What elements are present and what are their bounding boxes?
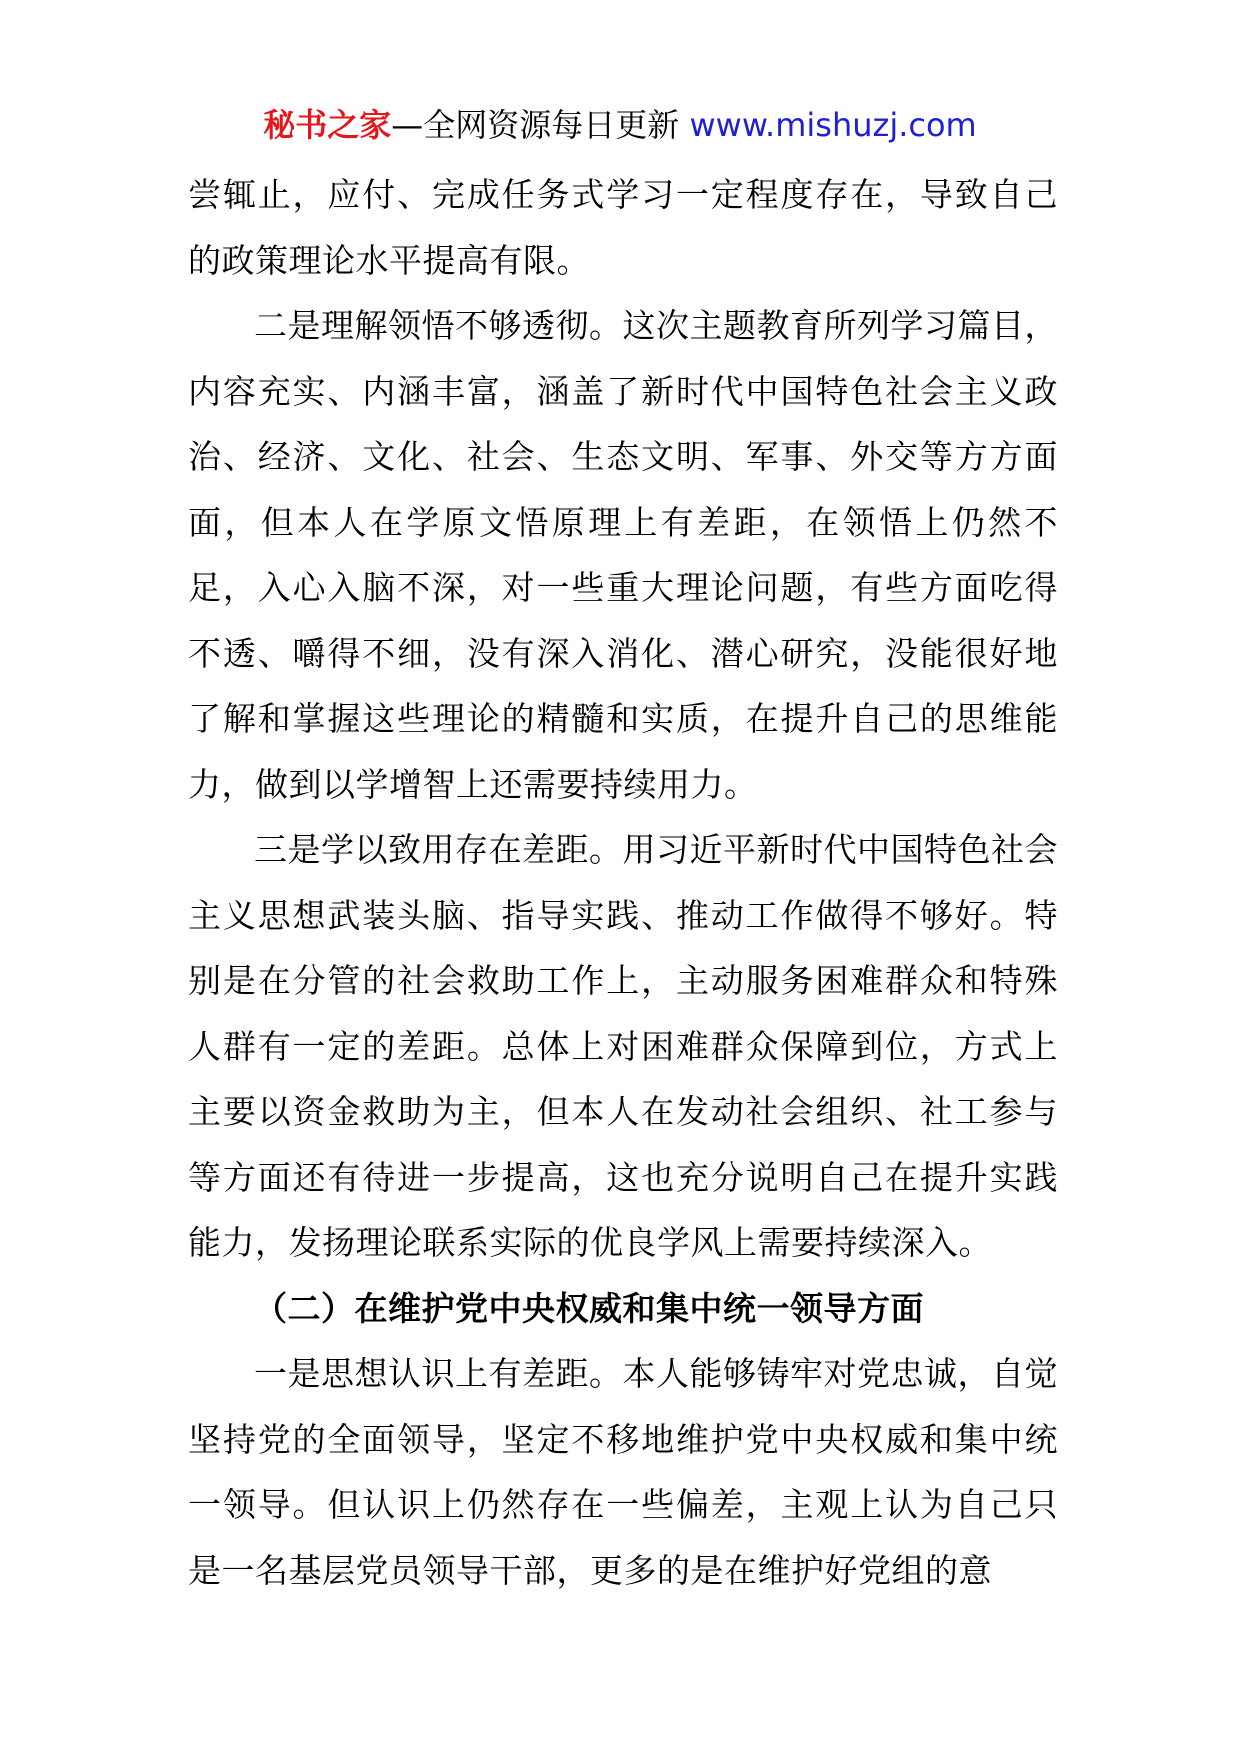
brand-name: 秘书之家	[263, 106, 392, 144]
section-heading: （二）在维护党中央权威和集中统一领导方面	[254, 1288, 924, 1328]
document-body	[188, 162, 1058, 1603]
paragraph-awareness: 一是思想认识上有差距。本人能够铸牢对党忠诚，自觉坚持党的全面领导，坚定不移地维护党中央权威和集中统一领导。但认识上仍然存在一些偏差，主观上认为自己只是一名基层党员领导干部，更多的是在维护好党组的意	[188, 1354, 1058, 1590]
paragraph-understanding: 二是理解领悟不够透彻。这次主题教育所列学习篇目，内容充实、内涵丰富，涵盖了新时代中国特色社会主义政治、经济、文化、社会、生态文明、军事、外交等方方面面，但本人在学原文悟原理上有差距，在领悟上仍然不足，入心入脑不深，对一些重大理论问题，有些方面吃得不透、嚼得不细，没有深入消化、潜心研究，没能很好地了解和掌握这些理论的精髓和实质，在提升自己的思维能力，做到以学增智上还需要持续用力。	[188, 306, 1058, 804]
paragraph-continued: 尝辄止，应付、完成任务式学习一定程度存在，导致自己的政策理论水平提高有限。	[188, 175, 1058, 280]
header-tagline: —全网资源每日更新	[391, 106, 680, 144]
site-header	[0, 100, 1240, 150]
paragraph-application: 三是学以致用存在差距。用习近平新时代中国特色社会主义思想武装头脑、指导实践、推动工作做得不够好。特别是在分管的社会救助工作上，主动服务困难群众和特殊人群有一定的差距。总体上对困难群众保障到位，方式上主要以资金救助为主，但本人在发动社会组织、社工参与等方面还有待进一步提高，这也充分说明自己在提升实践能力，发扬理论联系实际的优良学风上需要持续深入。	[188, 830, 1058, 1262]
site-url-link[interactable]: www.mishuzj.com	[689, 106, 977, 144]
